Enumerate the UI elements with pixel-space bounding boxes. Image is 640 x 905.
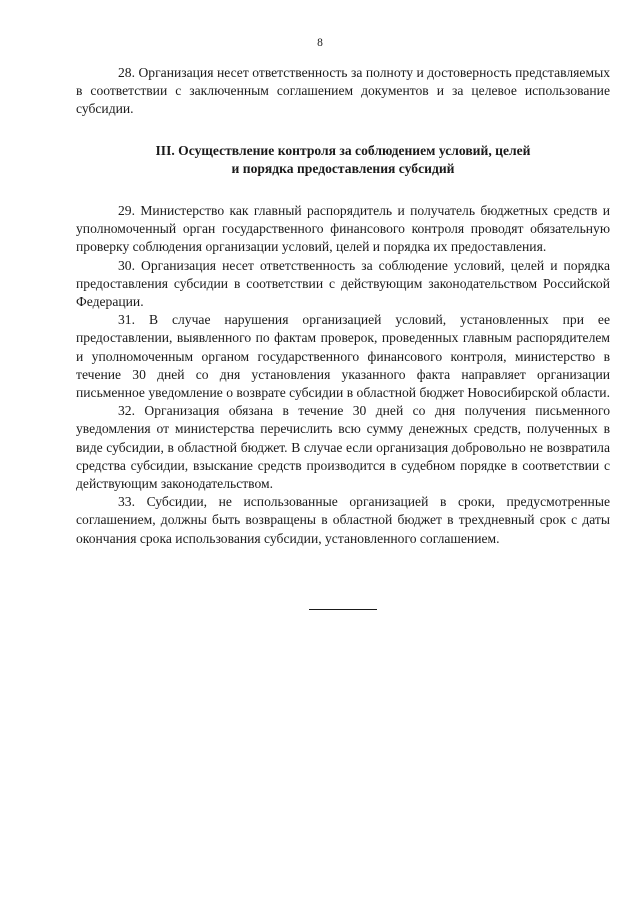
section-heading-line-2: и порядка предоставления субсидий bbox=[231, 160, 455, 176]
paragraph-30: 30. Организация несет ответственность за соблюдение условий, целей и порядка предоставления субсидии в соответствии с действующим законодательством Российской Федерации. bbox=[76, 257, 610, 310]
paragraph-28: 28. Организация несет ответственность за полноту и достоверность представляемых в соответствии с заключенным соглашением документов и за целевое использование субсидии. bbox=[76, 65, 610, 117]
paragraph-31: 31. В случае нарушения организацией условий, установленных при ее предоставлении, выявленного по фактам проверок, проведенных главным распорядителем и уполномоченным органом государственного финансового контроля, министерство в течение 30 дней со дня установления указанного факта направляет организации письменное уведомление о возврате субсидии в областной бюджет Новосибирской области. bbox=[76, 312, 610, 401]
document-body bbox=[76, 64, 610, 548]
section-heading bbox=[76, 142, 610, 178]
paragraph-32: 32. Организация обязана в течение 30 дней со дня получения письменного уведомления от министерства перечислить всю сумму денежных средств, полученных в виде субсидии, в областной бюджет. В случае если организация добровольно не возвратила средства субсидии, взыскание средств производится в судебном порядке в соответствии с действующим законодательством. bbox=[76, 403, 610, 492]
end-of-document-divider bbox=[309, 609, 377, 610]
section-heading-line-1: III. Осуществление контроля за соблюдением условий, целей bbox=[155, 142, 531, 158]
paragraph-29: 29. Министерство как главный распорядитель и получатель бюджетных средств и уполномоченный орган государственного финансового контроля проводят обязательную проверку соблюдения организации условий, целей и порядка их предоставления. bbox=[76, 203, 610, 255]
page-number: 8 bbox=[317, 37, 323, 49]
paragraph-33: 33. Субсидии, не использованные организацией в сроки, предусмотренные соглашением, должны быть возвращены в областной бюджет в трехдневный срок с даты окончания срока использования субсидии, установленного соглашением. bbox=[76, 494, 610, 546]
